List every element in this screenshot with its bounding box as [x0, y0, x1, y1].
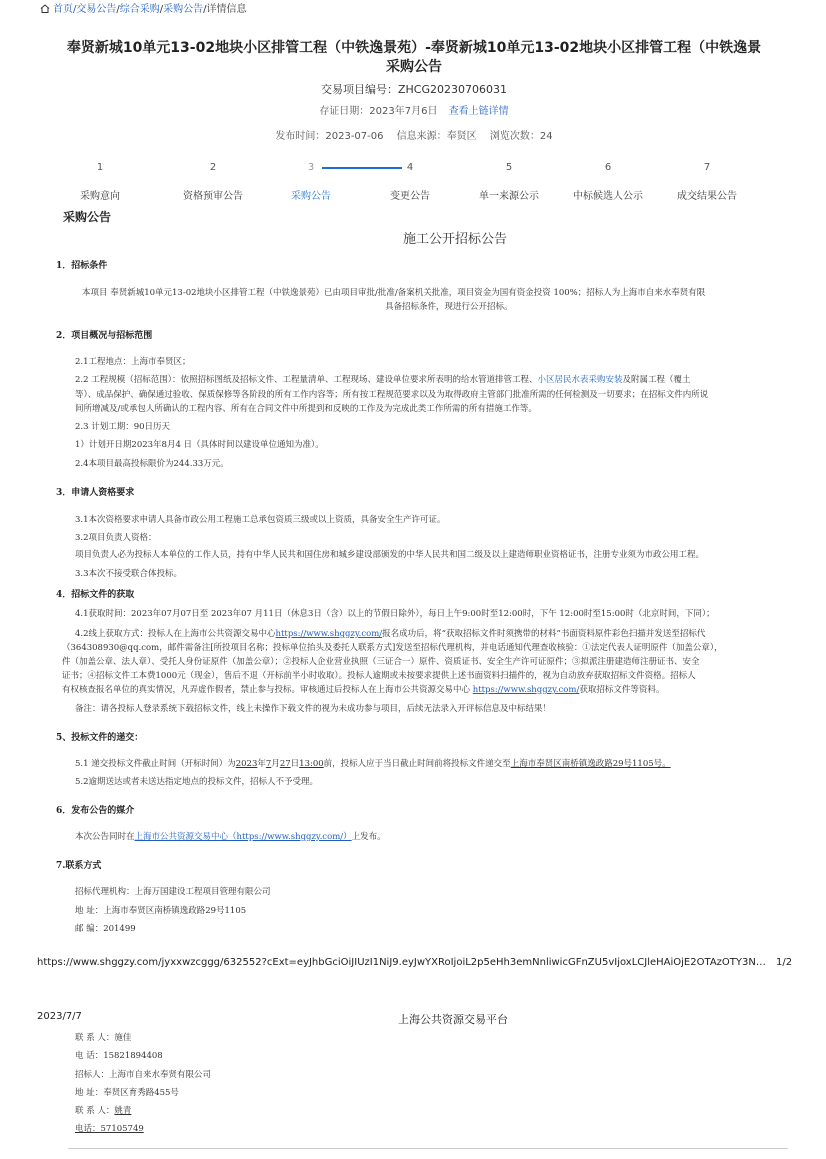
paragraph: 证书；④招标文件工本费1000元（现金），售后不退（开标前半小时收取）。投标人逾期或未按要求提供上述书面资料扫描件的，视为自动放弃获取招标文件资格。招标人 [62, 671, 696, 681]
paragraph: （364308930@qq.com，邮件需备注[所投项目名称；投标单位抬头及委托人联系方式]发送至招标代理机构，并电话通知代理查收核验：①法定代表人证明原件（加盖公章）， [62, 643, 723, 653]
step-7[interactable] [662, 162, 752, 202]
contact-line: 地 址：上海市奉贤区南桥镇逸政路29号1105 [75, 906, 247, 916]
text: 年 [257, 759, 266, 769]
breadcrumb-sep: / [159, 4, 164, 15]
heading-4: 4．招标文件的获取 [56, 590, 135, 600]
step-number: 7 [703, 162, 711, 173]
breadcrumb-sep: / [116, 4, 120, 15]
deadline-month: 7 [265, 759, 272, 769]
paragraph: 本项目 奉贤新城10单元13-02地块小区排管工程（中铁逸景苑）已由项目审批/批准/备案机关批准，项目资金为国有资金投资 100%；招标人为上海市自来水奉贤有限 [82, 288, 706, 298]
text: 有权核查报名单位的真实情况，凡弄虚作假者，禁止参与投标。审核通过后投标人在上海市公共资源交易中心 [62, 685, 471, 695]
contact-line: 招标人：上海市自来水奉贤有限公司 [75, 1070, 212, 1080]
step-label: 单一来源公示 [479, 191, 539, 202]
breadcrumb-item-trade[interactable]: 交易公告 [76, 4, 117, 15]
heading-6: 6．发布公告的媒介 [56, 806, 135, 816]
step-label: 采购意向 [80, 191, 120, 202]
paragraph: 2.1工程地点：上海市奉贤区； [75, 357, 191, 367]
text: 本次公告同时在 [75, 832, 135, 842]
breadcrumb-item-procurement[interactable]: 综合采购 [119, 4, 160, 15]
paragraph: 3.3本次不接受联合体投标。 [75, 569, 183, 579]
save-date: 存证日期：2023年7月6日 [319, 106, 438, 117]
breadcrumb-home[interactable]: 首页/ [53, 4, 77, 15]
contact-line [75, 1104, 131, 1116]
text: 月 [271, 759, 280, 769]
text: 及附属工程（覆土 [622, 375, 691, 385]
print-page-number: 1/2 [776, 957, 793, 968]
step-number: 4 [406, 162, 414, 173]
paragraph: 2.3 计划工期：90日历天 [75, 422, 171, 432]
shggzy-media-link[interactable]: 上海市公共资源交易中心（https://www.shggzy.com/） [134, 832, 352, 842]
contact-line: 地 址：奉贤区育秀路455号 [75, 1088, 179, 1098]
heading-3: 3．申请人资格要求 [56, 488, 135, 498]
step-6[interactable] [563, 162, 653, 202]
heading-2: 2．项目概况与招标范围 [56, 331, 153, 341]
publish-time: 发布时间：2023-07-06 [275, 131, 384, 142]
step-label: 中标候选人公示 [573, 191, 643, 202]
save-date-row [40, 102, 788, 117]
project-number: 交易项目编号：ZHCG20230706031 [321, 83, 507, 96]
paragraph: 项目负责人必为投标人本单位的工作人员，持有中华人民共和国住房和城乡建设部颁发的中华人民共和国二级及以上建造师职业资格证书，注册专业须为市政公用工程。 [75, 550, 705, 560]
text: 前，投标人应于当日截止时间前将投标文件递交至 [323, 759, 511, 769]
document-title: 施工公开招标公告 [402, 232, 507, 247]
heading-1: 1．招标条件 [56, 261, 108, 271]
step-5[interactable] [464, 162, 554, 202]
home-icon[interactable] [40, 4, 50, 13]
breadcrumb [40, 0, 247, 15]
paragraph [62, 683, 788, 695]
paragraph: 3.2项目负责人资格： [75, 533, 157, 543]
step-number: 5 [505, 162, 513, 173]
text: 日 [290, 759, 300, 769]
view-count: 浏览次数：24 [489, 131, 553, 142]
text: 上发布。 [351, 832, 386, 842]
divider [68, 1148, 788, 1149]
contact-line: 招标代理机构：上海万国建设工程项目管理有限公司 [75, 887, 271, 897]
paragraph: 2.4本项目最高投标限价为244.33万元。 [75, 459, 229, 469]
page-title-line1: 奉贤新城10单元13-02地块小区排管工程（中铁逸景苑）-奉贤新城10单元13-02地块小区排管工程（中铁逸景 [66, 40, 762, 56]
print-url: https://www.shggzy.com/jyxxwzcggg/632552?cExt=eyJhbGciOiJIUzI1NiJ9.eyJwYXRoIjoiL2p5eHh3emNnliwicGFnZU5vIjoxLCJleHAiOjE2OTAzOTY3N… [37, 957, 766, 968]
chain-detail-link[interactable]: 查看上链详情 [448, 106, 509, 117]
info-source: 信息来源：奉贤区 [396, 131, 477, 142]
step-number: 1 [96, 162, 104, 173]
step-number: 3 [307, 162, 315, 173]
text: 4.2线上获取方式：投标人在上海市公共资源交易中心 [75, 629, 276, 639]
print-site-title: 上海公共资源交易平台 [398, 1013, 508, 1026]
step-1[interactable] [55, 162, 145, 202]
text: 联 系 人： [75, 1106, 115, 1116]
step-4[interactable] [365, 162, 455, 202]
step-label: 成交结果公告 [677, 191, 737, 202]
paragraph [75, 757, 788, 769]
publish-info [40, 127, 788, 142]
step-label: 资格预审公告 [183, 191, 243, 202]
contact-line: 电 话：15821894408 [75, 1051, 163, 1061]
step-label: 变更公告 [390, 191, 430, 202]
section-title: 采购公告 [63, 210, 112, 224]
delivery-address: 上海市奉贤区南桥镇逸政路29号1105号。 [510, 759, 671, 769]
shggzy-link[interactable]: https://www.shggzy.com/ [472, 685, 580, 695]
paragraph [75, 830, 386, 842]
heading-7: 7.联系方式 [56, 861, 102, 871]
contact-name: 姚青 [114, 1106, 132, 1116]
step-number: 2 [209, 162, 217, 173]
paragraph [75, 373, 788, 385]
paragraph: 具备招标条件，现进行公开招标。 [385, 302, 513, 312]
paragraph [75, 627, 788, 639]
breadcrumb-current: 详情信息 [206, 4, 247, 15]
paragraph: 等）、成品保护、确保通过验收、保质保修等各阶段的所有工作内容等；所有按工程规范要求以及为取得政府主管部门批准所需的任何检测及一切要求；在招标文件内所说 [75, 390, 709, 400]
contact-line: 邮 编：201499 [75, 924, 136, 934]
paragraph: 3.1本次资格要求申请人具备市政公用工程施工总承包资质三级或以上资质，具备安全生产许可证。 [75, 515, 446, 525]
print-date: 2023/7/7 [37, 1011, 82, 1022]
paragraph: 间所增减及/或承包人所确认的工程内容、所有在合同文件中所提到和反映的工作及为完成此类工作所需的所有措施工作等。 [75, 404, 537, 414]
page-title-line2: 采购公告 [386, 59, 442, 75]
highlight-link[interactable]: 小区居民水表采购安装 [537, 375, 623, 385]
shggzy-link[interactable]: https://www.shggzy.com/ [275, 629, 383, 639]
breadcrumb-sep: / [203, 4, 207, 15]
deadline-year: 2023 [235, 759, 258, 769]
text: 报名成功后，将“获取招标文件时须携带的材料”书面资料原件彩色扫描并发送至招标代 [382, 629, 706, 639]
heading-5: 5、投标文件的递交： [56, 733, 144, 743]
step-2[interactable] [168, 162, 258, 202]
deadline-time: 13:00 [299, 759, 324, 769]
text: 5.1 递交投标文件截止时间（开标时间）为 [75, 759, 236, 769]
text: 2.2 工程规模（招标范围）：依照招标图纸及招标文件、工程量清单、工程现场、建设单位要求所表明的给水管道排管工程、 [75, 375, 538, 385]
step-number: 6 [604, 162, 612, 173]
breadcrumb-item-notice[interactable]: 采购公告 [163, 4, 204, 15]
text: 获取招标文件等资料。 [579, 685, 665, 695]
deadline-day: 27 [279, 759, 291, 769]
step-label: 采购公告 [291, 191, 331, 202]
note: 备注：请各投标人登录系统下载招标文件，线上未操作下载文件的视为未成功参与项目，后续无法录入开评标信息及中标结果！ [75, 704, 552, 714]
paragraph: 1）计划开日期2023年8月4 日（具体时间以建设单位通知为准）。 [75, 440, 324, 450]
contact-line: 联 系 人：施佳 [75, 1033, 132, 1043]
contact-line: 电话：57105749 [75, 1124, 144, 1134]
paragraph: 4.1获取时间：2023年07月07日至 2023年07 月11日（休息3日（含）以上的节假日除外），每日上午9:00时至12:00时，下午 12:00时至15:00时（北京时间，下同）； [75, 609, 715, 619]
paragraph: 件（加盖公章、法人章）、受托人身份证原件（加盖公章）；②投标人企业营业执照（三证合一）原件、资质证书、安全生产许可证原件；③拟派注册建造师注册证书、安全 [62, 657, 700, 667]
paragraph: 5.2逾期送达或者未送达指定地点的投标文件，招标人不予受理。 [75, 777, 319, 787]
